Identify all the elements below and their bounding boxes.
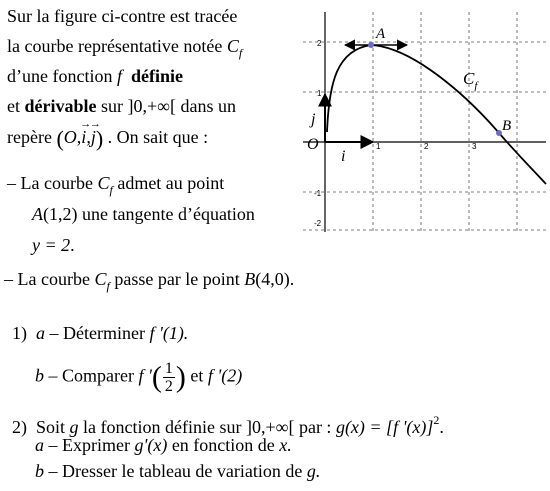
- punctuation: .: [70, 235, 75, 255]
- question-text: – Comparer: [48, 365, 134, 386]
- intro-text: dans un: [180, 96, 236, 116]
- point-a-marker: [368, 42, 374, 48]
- exponent: 2: [433, 413, 440, 427]
- vector-j: → j: [91, 126, 96, 148]
- curve-cf: [327, 45, 546, 184]
- intro-line-3: [7, 65, 183, 87]
- curve-subscript: f: [106, 279, 110, 293]
- point-b: B: [244, 269, 256, 289]
- fraction-half: $\frac{1}{2}$: [164, 360, 173, 395]
- question-1b: b – Comparer f '( $\frac{1}{2}$ ) et f '(2): [35, 360, 243, 395]
- fact-text: admet au point: [117, 173, 225, 193]
- intro-line-1: [7, 5, 237, 27]
- fact-1: [7, 172, 224, 201]
- g-definition: g(x) = [f '(x)]: [335, 417, 434, 437]
- intro-line-4: [7, 95, 236, 117]
- question-text: par :: [298, 417, 332, 437]
- fact-4: [4, 268, 294, 297]
- x-tick-1: 1: [376, 142, 381, 151]
- intro-text: sur: [101, 96, 123, 116]
- label-cf: $C_f$: [463, 69, 478, 92]
- label-a: A: [376, 26, 386, 42]
- fact-text: une tangente d’équation: [82, 204, 255, 224]
- fact-text: passe par le point: [114, 269, 240, 289]
- intro-text: Sur la figure ci-contre est tracée: [7, 6, 238, 26]
- question-text: – Déterminer: [49, 323, 145, 343]
- question-letter: a: [35, 435, 44, 455]
- variable-x: x.: [279, 435, 292, 455]
- question-2b: [35, 460, 320, 482]
- intro-text: . On sait que :: [107, 127, 209, 147]
- question-expression: g'(x): [134, 435, 168, 455]
- intro-text: et: [7, 96, 20, 116]
- curve-subscript: f: [238, 46, 243, 60]
- label-b: B: [502, 118, 512, 134]
- intro-text: la courbe représentative notée: [7, 36, 223, 56]
- y-tick-2: 2: [317, 39, 322, 48]
- curve-symbol: C: [94, 269, 107, 289]
- punctuation: .: [289, 269, 295, 289]
- question-text: en fonction de: [171, 435, 275, 455]
- point-b-coords: (4,0): [255, 269, 290, 289]
- curve-symbol: C: [97, 173, 110, 193]
- question-letter: b: [35, 365, 44, 386]
- intro-line-2: [7, 35, 242, 64]
- question-expression: f '(1).: [149, 323, 189, 343]
- label-i: i: [341, 148, 346, 165]
- function-symbol: f: [116, 66, 122, 86]
- question-number: 1): [12, 323, 27, 343]
- intro-text: repère: [7, 127, 52, 147]
- x-tick-2: 2: [424, 142, 429, 151]
- function-graph: [303, 12, 548, 234]
- x-tick-3: 3: [472, 142, 477, 151]
- fact-3: [32, 234, 75, 256]
- fact-text: – La courbe: [7, 173, 93, 193]
- vector-i: → i: [81, 126, 86, 148]
- keyword-derivable: dérivable: [24, 96, 97, 116]
- question-text: et: [190, 365, 204, 386]
- intro-text: d’une fonction: [7, 66, 113, 86]
- question-text: la fonction définie sur: [83, 417, 242, 437]
- tangent-equation: y = 2: [32, 235, 71, 255]
- question-2a: [35, 434, 292, 456]
- y-tick-1: 1: [317, 89, 322, 98]
- fact-2: [32, 203, 255, 225]
- question-letter: b: [35, 461, 44, 481]
- question-letter: a: [36, 323, 45, 343]
- curve-symbol: C: [226, 36, 239, 56]
- label-origin: O: [307, 136, 319, 153]
- function-g-symbol: g.: [306, 461, 321, 481]
- y-tick-minus-2: -2: [314, 219, 322, 228]
- interval: ]0,+∞[: [127, 96, 176, 116]
- function-g-symbol: g: [69, 417, 79, 437]
- point-a: A: [32, 204, 43, 224]
- curve-subscript: f: [109, 183, 113, 197]
- punctuation: .: [439, 417, 444, 437]
- derivative-symbol: f ': [138, 365, 152, 386]
- fact-text: – La courbe: [4, 269, 90, 289]
- point-a-coords: (1,2): [43, 204, 78, 224]
- question-1a: [12, 322, 188, 344]
- question-text: Soit: [36, 417, 66, 437]
- question-text: – Dresser le tableau de variation de: [48, 461, 303, 481]
- keyword-definie: définie: [130, 66, 183, 86]
- question-number: 2): [12, 417, 27, 437]
- label-j: j: [311, 111, 316, 128]
- interval: ]0,+∞[: [245, 417, 295, 437]
- question-text: – Exprimer: [48, 435, 130, 455]
- intro-line-5: repère (O,→ i,→ j) . On sait que :: [7, 126, 208, 150]
- y-tick-minus-1: -1: [314, 189, 322, 198]
- origin-symbol: O: [63, 127, 77, 147]
- question-expression: f '(2): [207, 365, 243, 386]
